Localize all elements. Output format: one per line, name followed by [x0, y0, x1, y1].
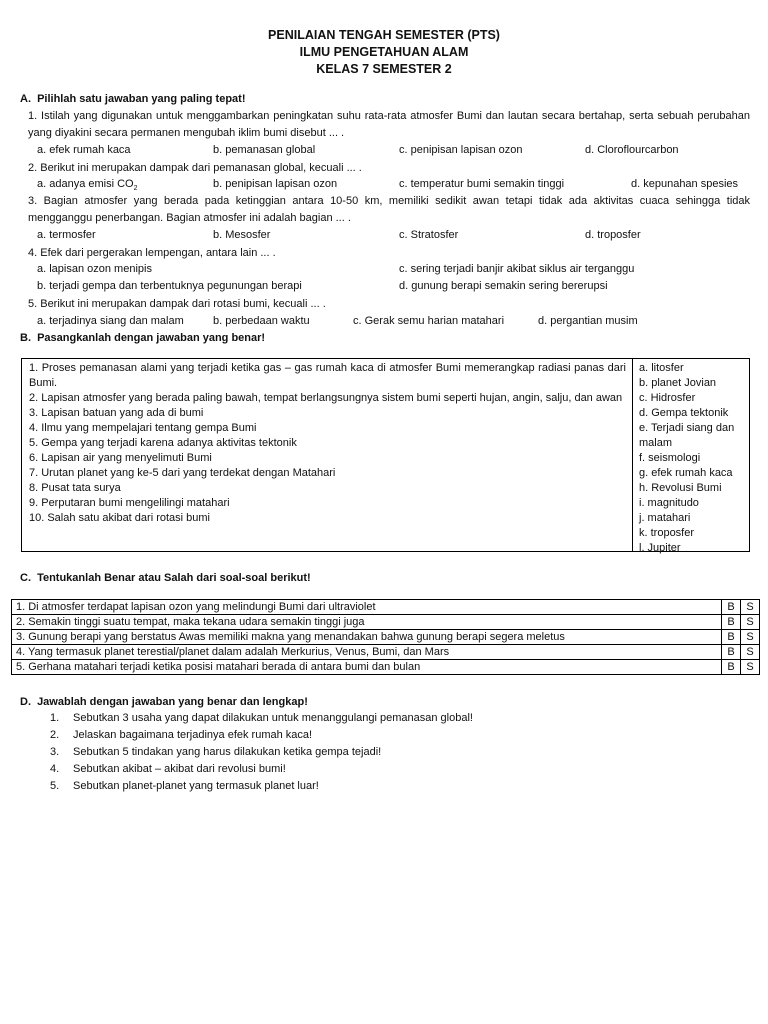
tf-benar-4[interactable]: B — [722, 645, 741, 660]
q2-option-c[interactable]: c. temperatur bumi semakin tinggi — [399, 178, 565, 190]
answer-e: e. Terjadi siang dan malam — [639, 422, 735, 449]
tf-salah-4[interactable]: S — [741, 645, 760, 660]
tf-benar-3[interactable]: B — [722, 630, 741, 645]
q2-option-a-label: a. adanya emisi CO — [37, 178, 134, 190]
statement-2: 2. Lapisan atmosfer yang berada paling bawah, tempat berlangsungnya sistem bumi seperti hujan, angin, salju, dan awan — [29, 392, 623, 404]
tf-statement-5: 5. Gerhana matahari terjadi ketika posisi matahari berada di antara bumi dan bulan — [12, 660, 722, 675]
essay-question-4 — [50, 763, 286, 775]
tf-salah-2[interactable]: S — [741, 615, 760, 630]
question-1-text: 1. Istilah yang digunakan untuk menggambarkan peningkatan suhu rata-rata atmosfer Bumi dan lautan secara bertahap, serta sebuah perubahan yang diyakini secara permanen mengubah iklim bumi disebut ... . — [28, 110, 750, 139]
answer-d: d. Gempa tektonik — [639, 407, 729, 419]
essay-text-4: Sebutkan akibat – akibat dari revolusi bumi! — [73, 763, 286, 775]
answer-b: b. planet Jovian — [639, 377, 717, 389]
q1-option-a[interactable]: a. efek rumah kaca — [37, 144, 131, 156]
q4-option-c[interactable]: c. sering terjadi banjir akibat siklus air terganggu — [399, 263, 635, 275]
q1-option-b[interactable]: b. pemanasan global — [213, 144, 316, 156]
essay-number-3: 3. — [50, 746, 60, 758]
tf-benar-2[interactable]: B — [722, 615, 741, 630]
tf-salah-3[interactable]: S — [741, 630, 760, 645]
table-row — [12, 600, 760, 615]
q4-option-a[interactable]: a. lapisan ozon menipis — [37, 263, 152, 275]
exam-title: PENILAIAN TENGAH SEMESTER (PTS) — [268, 28, 500, 42]
essay-text-5: Sebutkan planet-planet yang termasuk planet luar! — [73, 780, 319, 792]
statement-10: 10. Salah satu akibat dari rotasi bumi — [29, 512, 210, 524]
tf-statement-3: 3. Gunung berapi yang berstatus Awas memiliki makna yang menandakan bahwa gunung berapi segera meletus — [12, 630, 722, 645]
essay-text-2: Jelaskan bagaimana terjadinya efek rumah kaca! — [73, 729, 313, 741]
statement-7: 7. Urutan planet yang ke-5 dari yang terdekat dengan Matahari — [29, 467, 336, 479]
q2-option-b[interactable]: b. penipisan lapisan ozon — [213, 178, 338, 190]
essay-question-3 — [50, 746, 381, 758]
statement-6: 6. Lapisan air yang menyelimuti Bumi — [29, 452, 212, 464]
essay-number-5: 5. — [50, 780, 60, 792]
q3-option-d[interactable]: d. troposfer — [585, 229, 641, 241]
table-row — [12, 645, 760, 660]
essay-text-1: Sebutkan 3 usaha yang dapat dilakukan untuk menanggulangi pemanasan global! — [73, 712, 473, 724]
essay-number-4: 4. — [50, 763, 60, 775]
section-a-heading — [20, 93, 246, 105]
answer-g: g. efek rumah kaca — [639, 467, 733, 479]
section-b-letter: B. — [20, 332, 31, 344]
section-c-title: Tentukanlah Benar atau Salah dari soal-soal berikut! — [37, 572, 311, 584]
matching-answers — [633, 359, 749, 554]
answer-k: k. troposfer — [639, 527, 695, 539]
section-b-title: Pasangkanlah dengan jawaban yang benar! — [37, 332, 266, 344]
q4-option-d[interactable]: d. gunung berapi semakin sering bererupsi — [399, 280, 608, 292]
tf-salah-1[interactable]: S — [741, 600, 760, 615]
q5-option-a[interactable]: a. terjadinya siang dan malam — [37, 315, 184, 327]
matching-table — [21, 358, 750, 552]
section-a-letter: A. — [20, 93, 31, 105]
question-3-text: 3. Bagian atmosfer yang berada pada ketinggian antara 10-50 km, memiliki sedikit awan tetapi tidak ada aktivitas cuaca sehingga tidak mengganggu penerbangan. Bagian atmosfer ini adalah bagian ... . — [28, 195, 750, 224]
answer-h: h. Revolusi Bumi — [639, 482, 722, 494]
essay-number-2: 2. — [50, 729, 60, 741]
section-d-heading — [20, 696, 308, 708]
true-false-table — [11, 599, 760, 675]
subject-title: ILMU PENGETAHUAN ALAM — [299, 45, 469, 59]
q2-option-a[interactable] — [37, 178, 138, 192]
essay-question-1 — [50, 712, 473, 724]
q3-option-b[interactable]: b. Mesosfer — [213, 229, 271, 241]
statement-5: 5. Gempa yang terjadi karena adanya aktivitas tektonik — [29, 437, 297, 449]
tf-statement-2: 2. Semakin tinggi suatu tempat, maka tekana udara semakin tinggi juga — [12, 615, 722, 630]
answer-l: l. Jupiter — [639, 542, 681, 554]
statement-4: 4. Ilmu yang mempelajari tentang gempa Bumi — [29, 422, 257, 434]
q3-option-a[interactable]: a. termosfer — [37, 229, 96, 241]
tf-benar-5[interactable]: B — [722, 660, 741, 675]
answer-f: f. seismologi — [639, 452, 701, 464]
statement-1: 1. Proses pemanasan alami yang terjadi ketika gas – gas rumah kaca di atmosfer Bumi memerangkap radiasi panas dari Bumi. — [29, 362, 626, 389]
statement-8: 8. Pusat tata surya — [29, 482, 121, 494]
matching-statements — [22, 359, 633, 551]
tf-statement-4: 4. Yang termasuk planet terestial/planet dalam adalah Merkurius, Venus, Bumi, dan Mars — [12, 645, 722, 660]
q1-option-c[interactable]: c. penipisan lapisan ozon — [399, 144, 523, 156]
q1-option-d[interactable]: d. Cloroflourcarbon — [585, 144, 679, 156]
q5-option-c[interactable]: c. Gerak semu harian matahari — [353, 315, 505, 327]
table-row — [12, 630, 760, 645]
co2-subscript: 2 — [133, 185, 138, 193]
q4-option-b[interactable]: b. terjadi gempa dan terbentuknya pegunungan berapi — [37, 280, 302, 292]
statement-9: 9. Perputaran bumi mengelilingi matahari — [29, 497, 230, 509]
table-row — [12, 660, 760, 675]
q5-option-b[interactable]: b. perbedaan waktu — [213, 315, 310, 327]
section-c-letter: C. — [20, 572, 31, 584]
question-4-text: 4. Efek dari pergerakan lempengan, antara lain ... . — [28, 247, 276, 259]
answer-c: c. Hidrosfer — [639, 392, 696, 404]
essay-text-3: Sebutkan 5 tindakan yang harus dilakukan ketika gempa tejadi! — [73, 746, 382, 758]
q2-option-d[interactable]: d. kepunahan spesies — [631, 178, 739, 190]
table-row — [12, 615, 760, 630]
tf-salah-5[interactable]: S — [741, 660, 760, 675]
question-2-text: 2. Berikut ini merupakan dampak dari pemanasan global, kecuali ... . — [28, 162, 362, 174]
essay-question-2 — [50, 729, 312, 741]
section-c-heading — [20, 572, 311, 584]
section-b-heading — [20, 332, 265, 344]
statement-3: 3. Lapisan batuan yang ada di bumi — [29, 407, 204, 419]
section-a-title: Pilihlah satu jawaban yang paling tepat! — [37, 93, 246, 105]
answer-j: j. matahari — [639, 512, 691, 524]
q5-option-d[interactable]: d. pergantian musim — [538, 315, 638, 327]
essay-question-5 — [50, 780, 319, 792]
essay-number-1: 1. — [50, 712, 60, 724]
answer-a: a. litosfer — [639, 362, 684, 374]
section-d-title: Jawablah dengan jawaban yang benar dan lengkap! — [37, 696, 308, 708]
q3-option-c[interactable]: c. Stratosfer — [399, 229, 459, 241]
tf-benar-1[interactable]: B — [722, 600, 741, 615]
question-5-text: 5. Berikut ini merupakan dampak dari rotasi bumi, kecuali ... . — [28, 298, 326, 310]
section-d-letter: D. — [20, 696, 31, 708]
answer-i: i. magnitudo — [639, 497, 699, 509]
class-title: KELAS 7 SEMESTER 2 — [316, 62, 452, 76]
tf-statement-1: 1. Di atmosfer terdapat lapisan ozon yang melindungi Bumi dari ultraviolet — [12, 600, 722, 615]
